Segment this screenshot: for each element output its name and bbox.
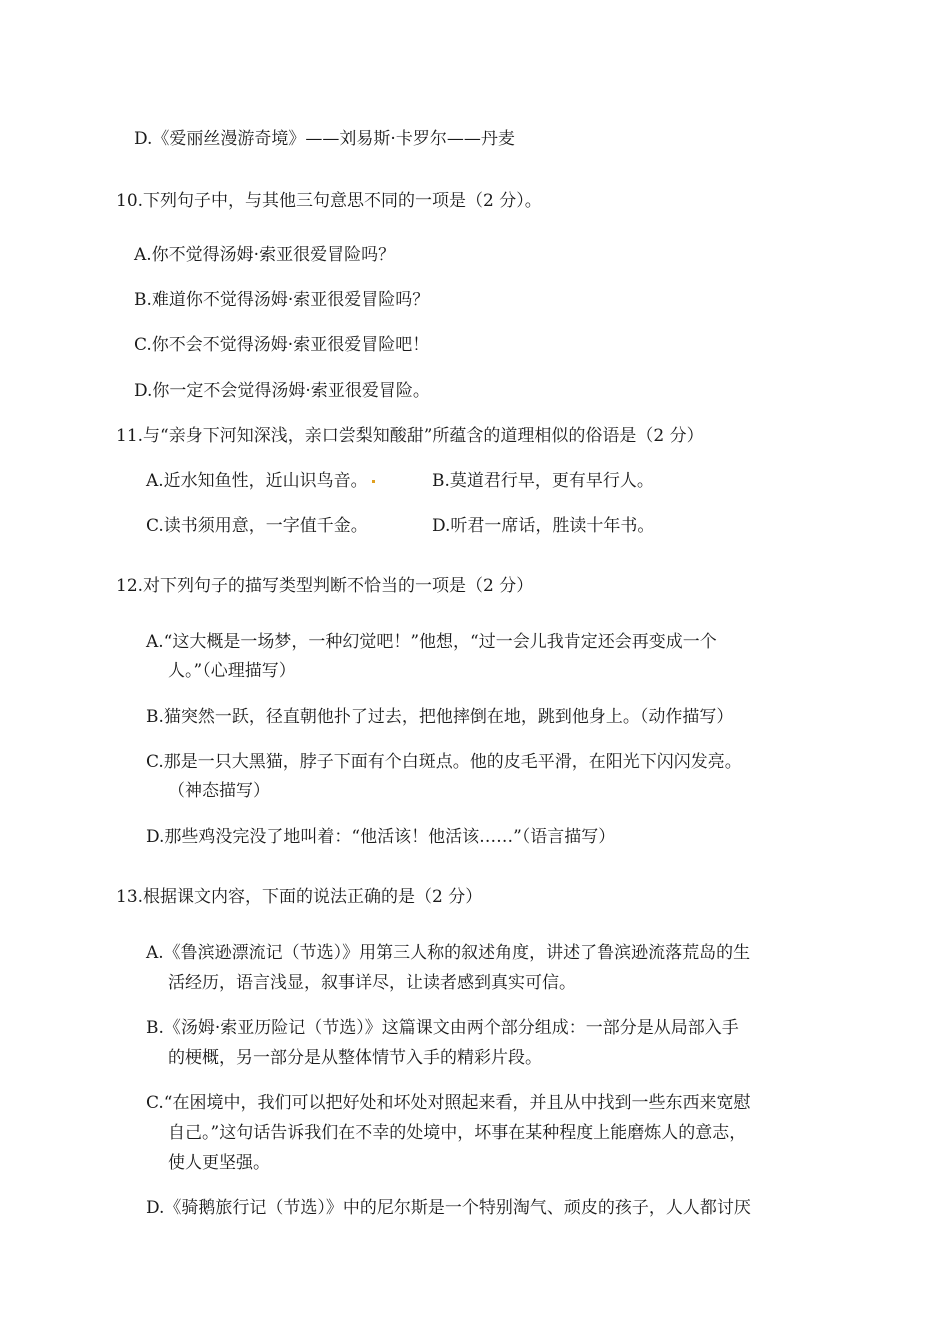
q10-stem: 10.下列句子中，与其他三句意思不同的一项是（2 分）。 — [116, 191, 542, 211]
q10-option-b: B.难道你不觉得汤姆·索亚很爱冒险吗？ — [134, 290, 430, 310]
q13-option-b-line2: 的梗概，另一部分是从整体情节入手的精彩片段。 — [168, 1048, 542, 1068]
q12-option-c-line2: （神态描写） — [168, 781, 270, 801]
q12-option-d: D.那些鸡没完没了地叫着：“他活该！他活该……”（语言描写） — [146, 827, 616, 847]
q13-option-b-line1: B.《汤姆·索亚历险记（节选）》这篇课文由两个部分组成：一部分是从局部入手 — [146, 1018, 739, 1038]
q10-option-a: A.你不觉得汤姆·索亚很爱冒险吗？ — [134, 245, 396, 265]
q9-option-d: D.《爱丽丝漫游奇境》——刘易斯·卡罗尔——丹麦 — [134, 129, 515, 149]
q12-stem: 12.对下列句子的描写类型判断不恰当的一项是（2 分） — [116, 576, 534, 596]
q12-option-a-line2: 人。”（心理描写） — [168, 661, 296, 681]
q11-stem: 11.与“亲身下河知深浅，亲口尝梨知酸甜”所蕴含的道理相似的俗语是（2 分） — [116, 426, 704, 446]
q10-option-d: D.你一定不会觉得汤姆·索亚很爱冒险。 — [134, 381, 430, 401]
q13-option-a-line2: 活经历，语言浅显，叙事详尽，让读者感到真实可信。 — [168, 973, 576, 993]
q10-option-c: C.你不会不觉得汤姆·索亚很爱冒险吧！ — [134, 335, 430, 355]
q12-option-c-line1: C.那是一只大黑猫，脖子下面有个白斑点。他的皮毛平滑，在阳光下闪闪发亮。 — [146, 752, 742, 772]
q13-option-c-line2: 自己。”这句话告诉我们在不幸的处境中，坏事在某种程度上能磨炼人的意志， — [168, 1123, 747, 1143]
q13-option-d: D.《骑鹅旅行记（节选）》中的尼尔斯是一个特别淘气、顽皮的孩子，人人都讨厌 — [146, 1198, 751, 1218]
highlight-dot-icon — [372, 480, 375, 483]
q11-option-b: B.莫道君行早，更有早行人。 — [432, 471, 654, 491]
q11-option-c: C.读书须用意，一字值千金。 — [146, 516, 368, 536]
q12-option-b: B.猫突然一跃，径直朝他扑了过去，把他摔倒在地，跳到他身上。（动作描写） — [146, 707, 734, 727]
q11-option-d: D.听君一席话，胜读十年书。 — [432, 516, 655, 536]
q13-stem: 13.根据课文内容，下面的说法正确的是（2 分） — [116, 887, 483, 907]
q11-option-a-text: A.近水知鱼性，近山识鸟音。 — [146, 471, 368, 491]
q13-option-a-line1: A.《鲁滨逊漂流记（节选）》用第三人称的叙述角度，讲述了鲁滨逊流落荒岛的生 — [146, 943, 751, 963]
q13-option-c-line1: C.“在困境中，我们可以把好处和坏处对照起来看，并且从中找到一些东西来宽慰 — [146, 1093, 751, 1113]
q11-option-a — [146, 466, 375, 496]
q12-option-a-line1: A.“这大概是一场梦，一种幻觉吧！”他想，“过一会儿我肯定还会再变成一个 — [146, 632, 717, 652]
q13-option-c-line3: 使人更坚强。 — [168, 1153, 270, 1173]
